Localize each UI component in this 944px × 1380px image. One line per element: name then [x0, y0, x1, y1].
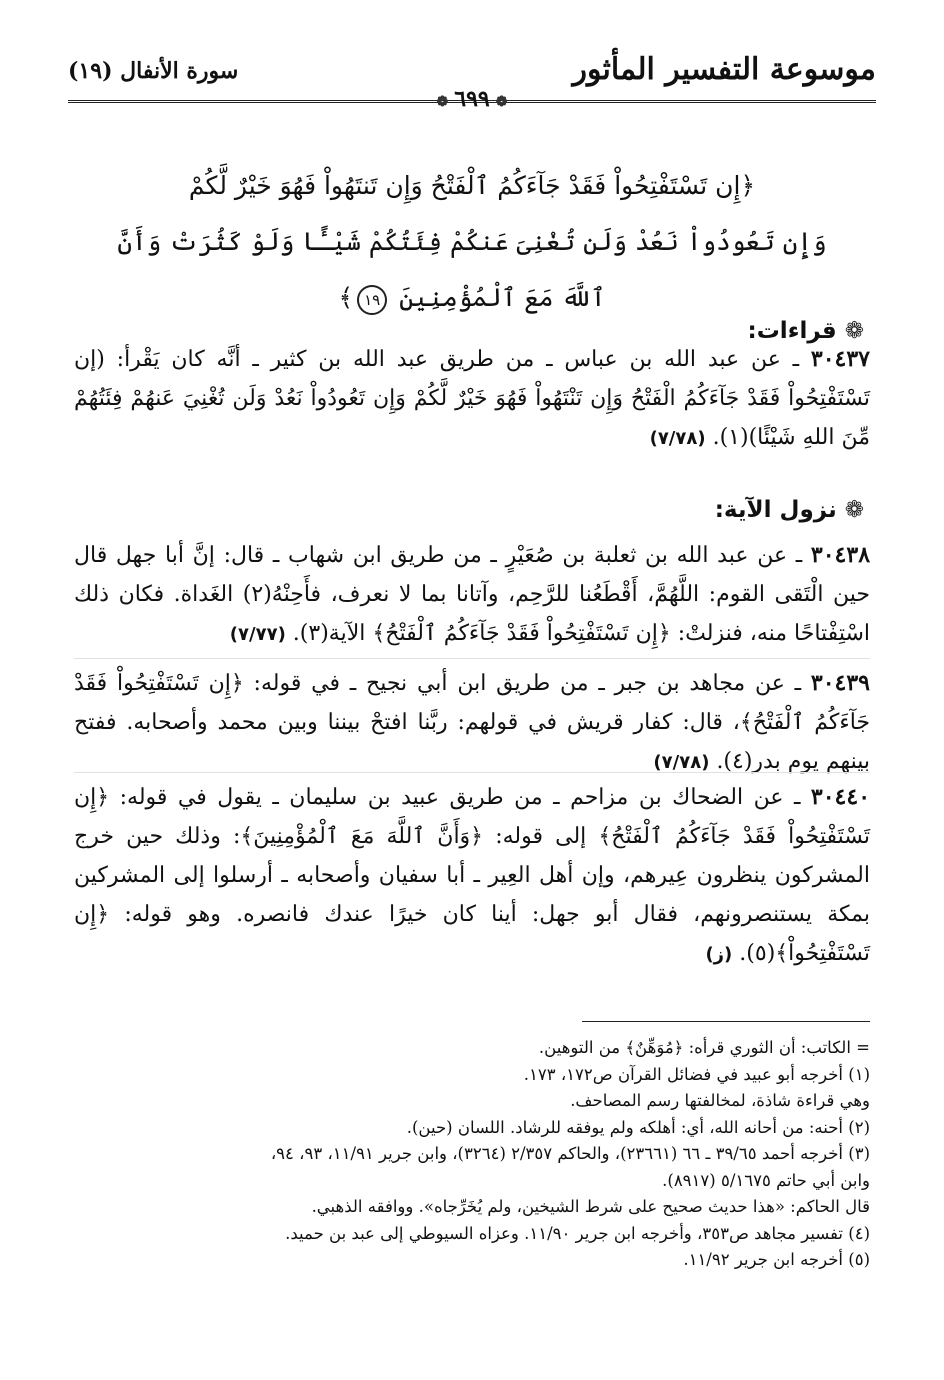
entry-number: ٣٠٤٣٩ — [810, 670, 870, 696]
footnote-line: (١) أخرجه أبو عبيد في فضائل القرآن ص١٧٢، ١٧٣. — [523, 1064, 870, 1084]
surah-title: سورة الأنفال (١٩) — [68, 58, 239, 84]
page-number — [0, 86, 944, 112]
footnote-line: قال الحاكم: «هذا حديث صحيح على شرط الشيخين، ولم يُخَرِّجاه». ووافقه الذهبي. — [311, 1197, 870, 1216]
flower-ornament-icon: ❁ — [844, 497, 864, 523]
section-heading-label: نزول الآية: — [714, 497, 837, 523]
entry-number: ٣٠٤٤٠ — [810, 784, 871, 810]
entry-divider — [74, 658, 870, 659]
volume-page-ref: (٧/٧٨) — [653, 752, 710, 773]
entry-text: ـ عن مجاهد بن جبر ـ من طريق ابن أبي نجيح ـ في قوله: ﴿إِن تَسْتَفْتِحُواْ فَقَدْ جَآءَكُمُ ٱلْفَتْحُ﴾، قال: كفار قريش في قولهم: ربَّنا افتحْ بيننا وبين محمد وأصحابه. ففتح بينهم يوم بدر(٤). — [74, 671, 870, 774]
footnote-line: (٥) أخرجه ابن جرير ١١/٩٢. — [683, 1250, 870, 1269]
flower-ornament-icon: ❁ — [844, 318, 864, 344]
ornament-icon: ❁ — [495, 94, 508, 110]
footnote-rule — [582, 1021, 870, 1022]
footnote-line: وابن أبي حاتم ٥/١٦٧٥ (٨٩١٧). — [662, 1170, 870, 1190]
volume-page-ref: (٧/٧٧) — [229, 624, 286, 645]
entry-30440 — [74, 778, 870, 974]
verse-line-1: ﴿إِن تَسْتَفْتِحُواْ فَقَدْ جَآءَكُمُ ٱلْفَتْحُ وَإِن تَنتَهُواْ فَهُوَ خَيْرٌ لَّكُمْ — [188, 171, 756, 200]
footnote-line: وهي قراءة شاذة، لمخالفتها رسم المصاحف. — [570, 1091, 870, 1110]
page-number-value: ٦٩٩ — [454, 86, 490, 112]
entry-number: ٣٠٤٣٨ — [810, 542, 871, 568]
volume-page-ref: (٧/٧٨) — [649, 428, 706, 449]
footnote-line: = الكاتب: أن الثوري قرأه: ﴿مُوَهِّنٌ﴾ من التوهين. — [538, 1038, 870, 1057]
entry-30437 — [74, 340, 870, 458]
entry-number: ٣٠٤٣٧ — [810, 346, 870, 372]
entry-30439 — [74, 664, 870, 782]
entry-text: ـ عن عبد الله بن ثعلبة بن صُعَيْرٍ ـ من طريق ابن شهاب ـ قال: إنَّ أبا جهل قال حين الْتَقى القوم: اللَّهُمَّ، أَقْطَعُنا للرَّحِم، وآتانا بما لا نعرف، فأَحِنْهُ(٢) الغَداة. فكان ذلك اسْتِفْتاحًا منه، فنزلتْ: ﴿إِن تَسْتَفْتِحُواْ فَقَدْ جَآءَكُمُ ٱلْفَتْحُ﴾ الآية(٣). — [74, 543, 870, 646]
book-title: موسوعة التفسير المأثور — [572, 52, 876, 87]
footnote-line: (٣) أخرجه أحمد ٣٩/٦٥ ـ ٦٦ (٢٣٦٦١)، والحاكم ٢/٣٥٧ (٣٢٦٤)، وابن جرير ١١/٩١، ٩٣، ٩٤، — [270, 1144, 870, 1163]
entry-text: ـ عن عبد الله بن عباس ـ من طريق عبد الله بن كثير ـ أنَّه كان يَقْرأ: (إن تَسْتَفْتِحُواْ فَقَدْ جَآءَكُمُ الْفَتْحُ وَإِن تَنْتَهُواْ فَهُوَ خَيْرٌ لَّكُمْ وَإِن تَعُودُواْ نَعُدْ وَلَن تُغْنِيَ عَنهُمْ فِئَتُهُمْ مِّنَ اللهِ شَيْئًا)(١). — [74, 347, 870, 450]
quran-verse — [110, 158, 834, 326]
verse-closing-bracket: ﴾ — [338, 283, 354, 312]
footnote-line: (٢) أحنه: من أحانه الله، أي: أهلكه ولم يوفقه للرشاد. اللسان (حين). — [406, 1117, 870, 1137]
verse-line-2-text: وَإِن تَعُودُواْ نَعُدْ وَلَن تُغْنِىَ عَنكُمْ فِئَتُكُمْ شَيْـًٔا وَلَوْ كَثُرَتْ وَأَنَّ ٱللَّهَ مَعَ ٱلْمُؤْمِنِينَ — [117, 227, 827, 312]
entry-30438 — [74, 536, 870, 654]
entry-divider — [74, 772, 870, 773]
footnotes — [80, 1035, 870, 1274]
ayah-number: ١٩ — [357, 285, 387, 315]
section-heading-nuzul — [715, 497, 864, 523]
ornament-icon: ❁ — [436, 94, 449, 110]
verse-line-2 — [110, 214, 834, 326]
entry-text: ـ عن الضحاك بن مزاحم ـ من طريق عبيد بن سليمان ـ يقول في قوله: ﴿إِن تَسْتَفْتِحُواْ فَقَدْ جَآءَكُمُ ٱلْفَتْحُ﴾ إلى قوله: ﴿وَأَنَّ ٱللَّهَ مَعَ ٱلْمُؤْمِنِينَ﴾: وذلك حين خرج المشركون ينظرون عِيرهم، وإن أهل العِير ـ أبا سفيان وأصحابه ـ أرسلوا إلى المشركين بمكة يستنصرونهم، فقال أبو جهل: أينا كان خيرًا عندك فانصره. وهو قوله: ﴿إِن تَسْتَفْتِحُواْ﴾(٥). — [74, 785, 870, 966]
section-heading-label: قراءات: — [747, 318, 837, 344]
volume-page-ref: (ز) — [705, 944, 733, 965]
footnote-line: (٤) تفسير مجاهد ص٣٥٣، وأخرجه ابن جرير ١١/٩٠. وعزاه السيوطي إلى عبد بن حميد. — [285, 1223, 870, 1243]
